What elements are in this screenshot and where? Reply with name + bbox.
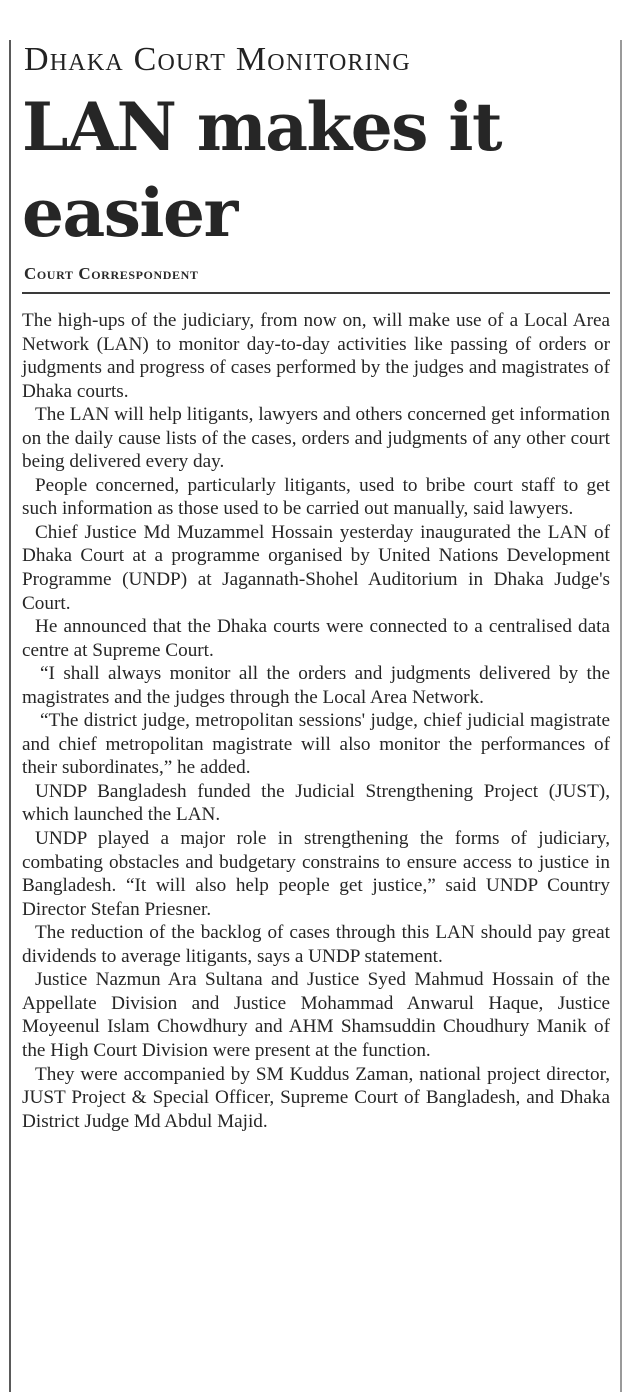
article-paragraph: He announced that the Dhaka courts were connected to a centralised data centre at Supreme Court. [22, 616, 610, 661]
article-paragraph: People concerned, particularly litigants, used to bribe court staff to get such information as those used to be carried out manually, said lawyers. [22, 474, 610, 520]
column-rule-left [9, 40, 11, 1392]
byline-divider [22, 292, 610, 294]
article-paragraph: The reduction of the backlog of cases through this LAN should pay great dividends to average litigants, says a UNDP statement. [22, 922, 610, 967]
article-kicker: Dhaka Court Monitoring [24, 41, 411, 78]
article-paragraph: The high-ups of the judiciary, from now on, will make use of a Local Area Network (LAN) to monitor day-to-day activities like passing of orders or judgments and progress of cases performed by the judges and magistrates of Dhaka courts. [22, 310, 610, 402]
article-paragraph: Justice Nazmun Ara Sultana and Justice Syed Mahmud Hossain of the Appellate Division and Justice Mohammad Anwarul Haque, Justice Moyeenul Islam Chowdhury and AHM Shamsuddin Choudhury Manik of the High Court Division were present at the function. [22, 969, 610, 1061]
article-paragraph: “I shall always monitor all the orders and judgments delivered by the magistrates and the judges through the Local Area Network. [22, 663, 610, 708]
column-rule-right [620, 40, 622, 1392]
article-body [22, 309, 610, 1133]
article-paragraph: “The district judge, metropolitan sessions' judge, chief judicial magistrate and chief metropolitan magistrate will also monitor the performances of their subordinates,” he added. [22, 710, 610, 779]
article-paragraph: UNDP Bangladesh funded the Judicial Strengthening Project (JUST), which launched the LAN. [22, 780, 610, 826]
article-paragraph: The LAN will help litigants, lawyers and others concerned get information on the daily cause lists of the cases, orders and judgments of any other court being delivered every day. [22, 404, 610, 473]
article-paragraph: UNDP played a major role in strengthening the forms of judiciary, combating obstacles and budgetary constrains to ensure access to justice in Bangladesh. “It will also help people get justice,” said UNDP Country Director Stefan Priesner. [22, 828, 610, 920]
article-paragraph: Chief Justice Md Muzammel Hossain yesterday inaugurated the LAN of Dhaka Court at a programme organised by United Nations Development Programme (UNDP) at Jagannath-Shohel Auditorium in Dhaka Judge's Court. [22, 521, 610, 614]
article-byline: Court Correspondent [24, 264, 199, 283]
article-headline: LAN makes it easier [22, 88, 501, 252]
article-paragraph: They were accompanied by SM Kuddus Zaman, national project director, JUST Project & Special Officer, Supreme Court of Bangladesh, and Dhaka District Judge Md Abdul Majid. [22, 1063, 610, 1132]
